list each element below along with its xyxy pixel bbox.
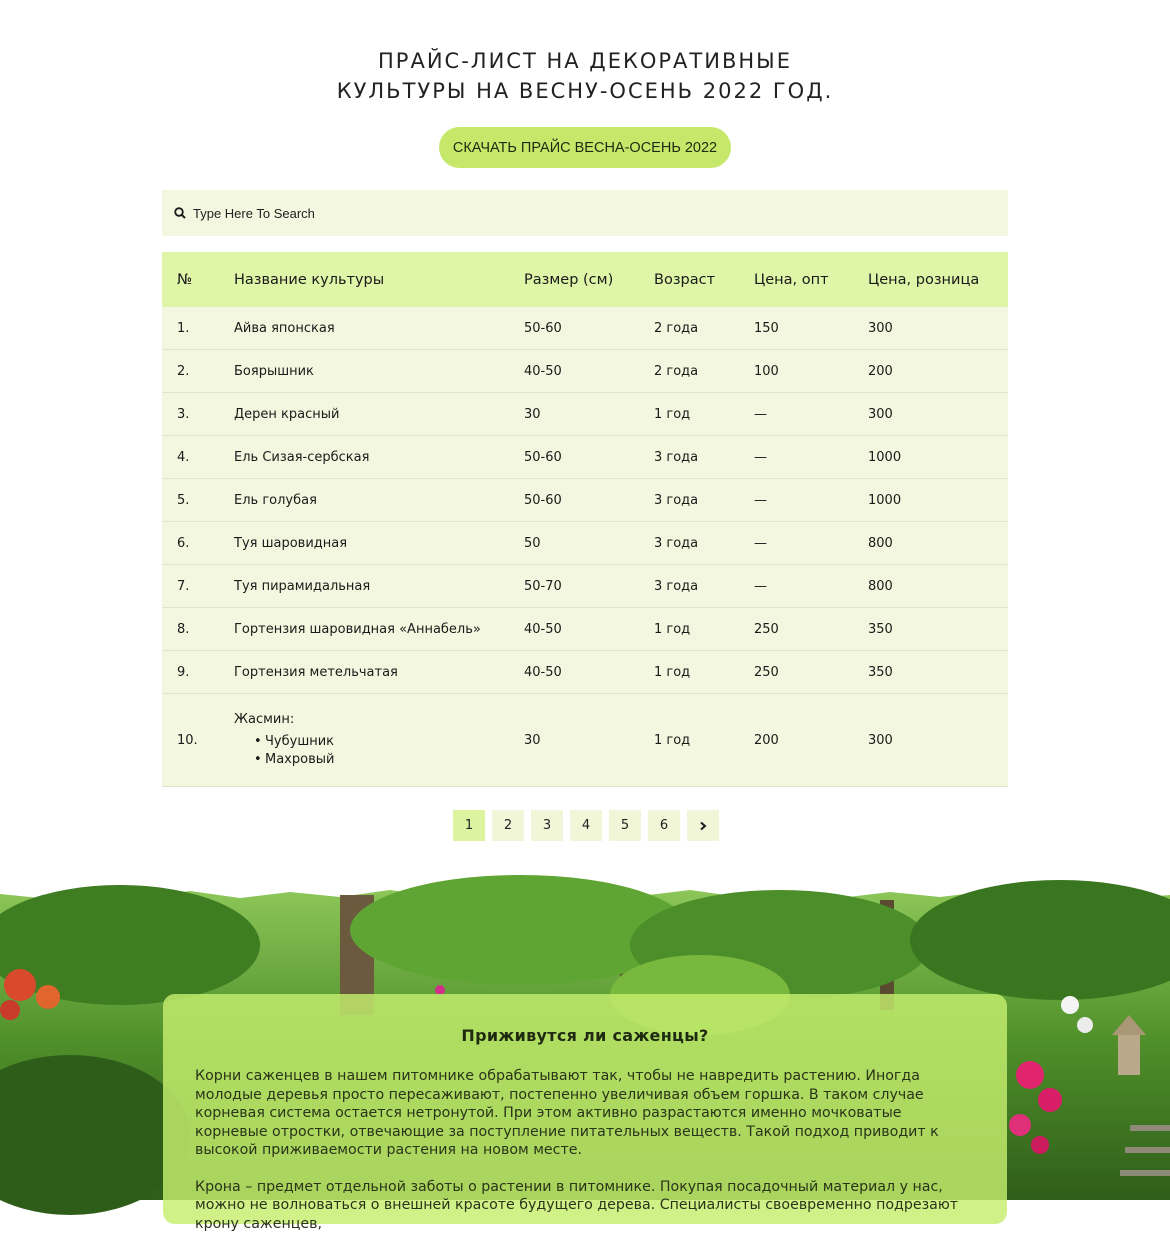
cell-name: Туя пирамидальная bbox=[234, 579, 524, 594]
table-row bbox=[162, 393, 1008, 436]
cell-number: 8. bbox=[162, 622, 234, 637]
cell-wholesale-price: 250 bbox=[754, 665, 868, 680]
cell-retail-price: 800 bbox=[868, 579, 1008, 594]
cell-name-sublist bbox=[234, 733, 524, 769]
page-button-1[interactable]: 1 bbox=[453, 810, 485, 841]
table-row bbox=[162, 651, 1008, 694]
page-title-line-1: ПРАЙС-ЛИСТ НА ДЕКОРАТИВНЫЕ bbox=[0, 46, 1170, 76]
table-row bbox=[162, 479, 1008, 522]
column-header-number[interactable]: № bbox=[162, 272, 234, 288]
cell-size: 30 bbox=[524, 733, 654, 748]
pagination bbox=[453, 810, 719, 841]
table-row bbox=[162, 565, 1008, 608]
cell-name: Гортензия метельчатая bbox=[234, 665, 524, 680]
cell-retail-price: 300 bbox=[868, 733, 1008, 748]
cell-size: 40-50 bbox=[524, 622, 654, 637]
cell-size: 40-50 bbox=[524, 364, 654, 379]
cell-number: 2. bbox=[162, 364, 234, 379]
page-title-line-2: КУЛЬТУРЫ НА ВЕСНУ-ОСЕНЬ 2022 ГОД. bbox=[0, 76, 1170, 106]
info-paragraph-1: Корни саженцев в нашем питомнике обрабатывают так, чтобы не навредить растению. Иногда молодые деревья просто пересаживают, постепенно увеличивая объем горшка. В таком случае корневая система остается нетронутой. При этом активно разрастаются именно мочковатые корневые отростки, отвечающие за поступление питательных веществ. Такой подход приводит к высокой приживаемости растения на новом месте. bbox=[195, 1067, 975, 1160]
cell-wholesale-price: 150 bbox=[754, 321, 868, 336]
cell-name: Гортензия шаровидная «Аннабель» bbox=[234, 622, 524, 637]
info-heading: Приживутся ли саженцы? bbox=[195, 1026, 975, 1045]
cell-size: 30 bbox=[524, 407, 654, 422]
cell-age: 3 года bbox=[654, 493, 754, 508]
cell-size: 50-70 bbox=[524, 579, 654, 594]
table-row bbox=[162, 307, 1008, 350]
cell-number: 10. bbox=[162, 733, 234, 748]
price-table bbox=[162, 252, 1008, 787]
cell-age: 2 года bbox=[654, 364, 754, 379]
cell-number: 5. bbox=[162, 493, 234, 508]
cell-age: 1 год bbox=[654, 733, 754, 748]
cell-age: 1 год bbox=[654, 407, 754, 422]
list-item bbox=[234, 733, 524, 751]
cell-size: 50 bbox=[524, 536, 654, 551]
page-button-2[interactable]: 2 bbox=[492, 810, 524, 841]
cell-age: 1 год bbox=[654, 622, 754, 637]
table-row bbox=[162, 522, 1008, 565]
cell-wholesale-price: — bbox=[754, 450, 868, 465]
cell-name: Туя шаровидная bbox=[234, 536, 524, 551]
page-button-6[interactable]: 6 bbox=[648, 810, 680, 841]
cell-number: 4. bbox=[162, 450, 234, 465]
list-item-label: Чубушник bbox=[254, 734, 334, 749]
cell-age: 3 года bbox=[654, 536, 754, 551]
cell-name bbox=[234, 711, 524, 769]
cell-wholesale-price: 200 bbox=[754, 733, 868, 748]
cell-number: 9. bbox=[162, 665, 234, 680]
search-icon bbox=[174, 207, 186, 219]
table-row bbox=[162, 436, 1008, 479]
cell-retail-price: 350 bbox=[868, 622, 1008, 637]
cell-retail-price: 1000 bbox=[868, 493, 1008, 508]
cell-number: 7. bbox=[162, 579, 234, 594]
search-bar bbox=[162, 190, 1008, 236]
cell-wholesale-price: — bbox=[754, 407, 868, 422]
column-header-size[interactable]: Размер (см) bbox=[524, 272, 654, 288]
list-item-label: Махровый bbox=[254, 752, 334, 767]
cell-size: 40-50 bbox=[524, 665, 654, 680]
search-input[interactable] bbox=[193, 206, 793, 221]
cell-wholesale-price: — bbox=[754, 536, 868, 551]
cell-wholesale-price: 250 bbox=[754, 622, 868, 637]
cell-retail-price: 200 bbox=[868, 364, 1008, 379]
cell-number: 1. bbox=[162, 321, 234, 336]
cell-wholesale-price: — bbox=[754, 493, 868, 508]
cell-name: Ель Сизая-сербская bbox=[234, 450, 524, 465]
chevron-right-icon bbox=[698, 821, 708, 831]
cell-age: 3 года bbox=[654, 450, 754, 465]
cell-retail-price: 350 bbox=[868, 665, 1008, 680]
cell-wholesale-price: — bbox=[754, 579, 868, 594]
table-header bbox=[162, 252, 1008, 307]
column-header-wholesale-price[interactable]: Цена, опт bbox=[754, 272, 868, 288]
table-row bbox=[162, 608, 1008, 651]
table-row bbox=[162, 694, 1008, 787]
info-panel bbox=[163, 994, 1007, 1224]
page-button-4[interactable]: 4 bbox=[570, 810, 602, 841]
cell-retail-price: 800 bbox=[868, 536, 1008, 551]
page-button-3[interactable]: 3 bbox=[531, 810, 563, 841]
cell-age: 2 года bbox=[654, 321, 754, 336]
column-header-age[interactable]: Возраст bbox=[654, 272, 754, 288]
cell-retail-price: 1000 bbox=[868, 450, 1008, 465]
page-button-5[interactable]: 5 bbox=[609, 810, 641, 841]
cell-size: 50-60 bbox=[524, 450, 654, 465]
cell-size: 50-60 bbox=[524, 493, 654, 508]
info-paragraph-2: Крона – предмет отдельной заботы о растении в питомнике. Покупая посадочный материал у нас, можно не волноваться о внешней красоте будущего дерева. Специалисты своевременно подрезают крону саженцев, bbox=[195, 1178, 975, 1233]
next-page-button[interactable] bbox=[687, 810, 719, 841]
page-title bbox=[0, 46, 1170, 106]
cell-wholesale-price: 100 bbox=[754, 364, 868, 379]
cell-age: 3 года bbox=[654, 579, 754, 594]
cell-retail-price: 300 bbox=[868, 407, 1008, 422]
cell-retail-price: 300 bbox=[868, 321, 1008, 336]
cell-name: Боярышник bbox=[234, 364, 524, 379]
cell-name: Ель голубая bbox=[234, 493, 524, 508]
cell-number: 3. bbox=[162, 407, 234, 422]
table-row bbox=[162, 350, 1008, 393]
list-item bbox=[234, 751, 524, 769]
download-price-button[interactable]: СКАЧАТЬ ПРАЙС ВЕСНА-ОСЕНЬ 2022 bbox=[439, 127, 731, 168]
cell-name: Дерен красный bbox=[234, 407, 524, 422]
cell-name: Айва японская bbox=[234, 321, 524, 336]
cell-size: 50-60 bbox=[524, 321, 654, 336]
cell-age: 1 год bbox=[654, 665, 754, 680]
cell-name-main: Жасмин: bbox=[234, 711, 524, 729]
column-header-name[interactable]: Название культуры bbox=[234, 272, 524, 288]
cell-number: 6. bbox=[162, 536, 234, 551]
column-header-retail-price[interactable]: Цена, розница bbox=[868, 272, 1008, 288]
